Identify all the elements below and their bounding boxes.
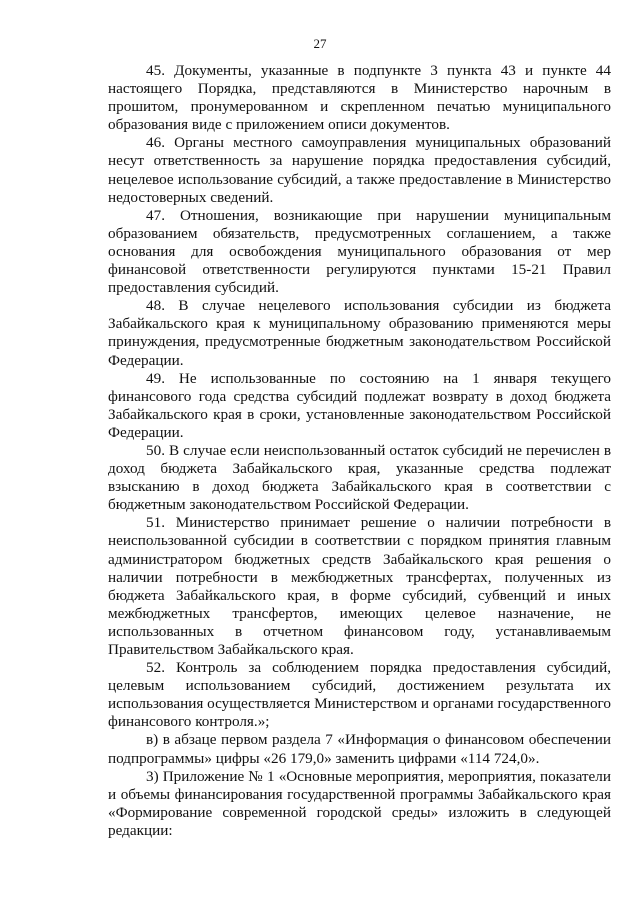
paragraph-50: 50. В случае если неиспользованный остаток субсидий не перечислен в доход бюджета Забайкальского края, указанные средства подлежат взысканию в доход бюджета Забайкальского края в соответствии с бюджетным законодательством Российской Федерации.: [108, 441, 611, 514]
paragraph-48: 48. В случае нецелевого использования субсидии из бюджета Забайкальского края к муниципальному образованию применяются меры принуждения, предусмотренные бюджетным законодательством Российской Федерации.: [108, 297, 611, 369]
paragraph-47: 47. Отношения, возникающие при нарушении муниципальным образованием обязательств, предусмотренных соглашением, а также основания для освобождения муниципального образования от мер финансовой ответственности регулируются пунктами 15-21 Правил предоставления субсидий.: [108, 206, 611, 297]
paragraph-45: 45. Документы, указанные в подпункте 3 пункта 43 и пункте 44 настоящего Порядка, представляются в Министерство нарочным в прошитом, пронумерованном и скрепленном печатью муниципального образования виде с приложением описи документов.: [108, 62, 611, 134]
page-number: 27: [313, 36, 327, 51]
paragraph-46: 46. Органы местного самоуправления муниципальных образований несут ответственность за нарушение порядка предоставления субсидий, нецелевое использование субсидий, а также предоставление в Министерство недостоверных сведений.: [108, 134, 611, 206]
paragraph-subitem-v: в) в абзаце первом раздела 7 «Информация о финансовом обеспечении подпрограммы» цифры «26 179,0» заменить цифрами «114 724,0».: [108, 731, 611, 767]
paragraph-item-3: 3) Приложение № 1 «Основные мероприятия, мероприятия, показатели и объемы финансирования государственной программы Забайкальского края «Формирование современной городской среды» изложить в следующей редакции:: [108, 767, 611, 839]
paragraph-49: 49. Не использованные по состоянию на 1 января текущего финансового года средства субсидий подлежат возврату в доход бюджета Забайкальского края в сроки, установленные законодательством Российской Федерации.: [108, 369, 611, 441]
document-body: [108, 62, 611, 840]
paragraph-52: 52. Контроль за соблюдением порядка предоставления субсидий, целевым использованием субсидий, достижением результата их использования осуществляется Министерством и органами государственного финансового контроля.»;: [108, 659, 611, 731]
paragraph-51: 51. Министерство принимает решение о наличии потребности в неиспользованной субсидии в соответствии с порядком принятия главным администратором бюджетных средств Забайкальского края решения о наличии потребности в межбюджетных трансфертах, полученных из бюджета Забайкальского края, в форме субсидий, субвенций и иных межбюджетных трансфертов, имеющих целевое назначение, не использованных в отчетном финансовом году, устанавливаемым Правительством Забайкальского края.: [108, 514, 611, 658]
